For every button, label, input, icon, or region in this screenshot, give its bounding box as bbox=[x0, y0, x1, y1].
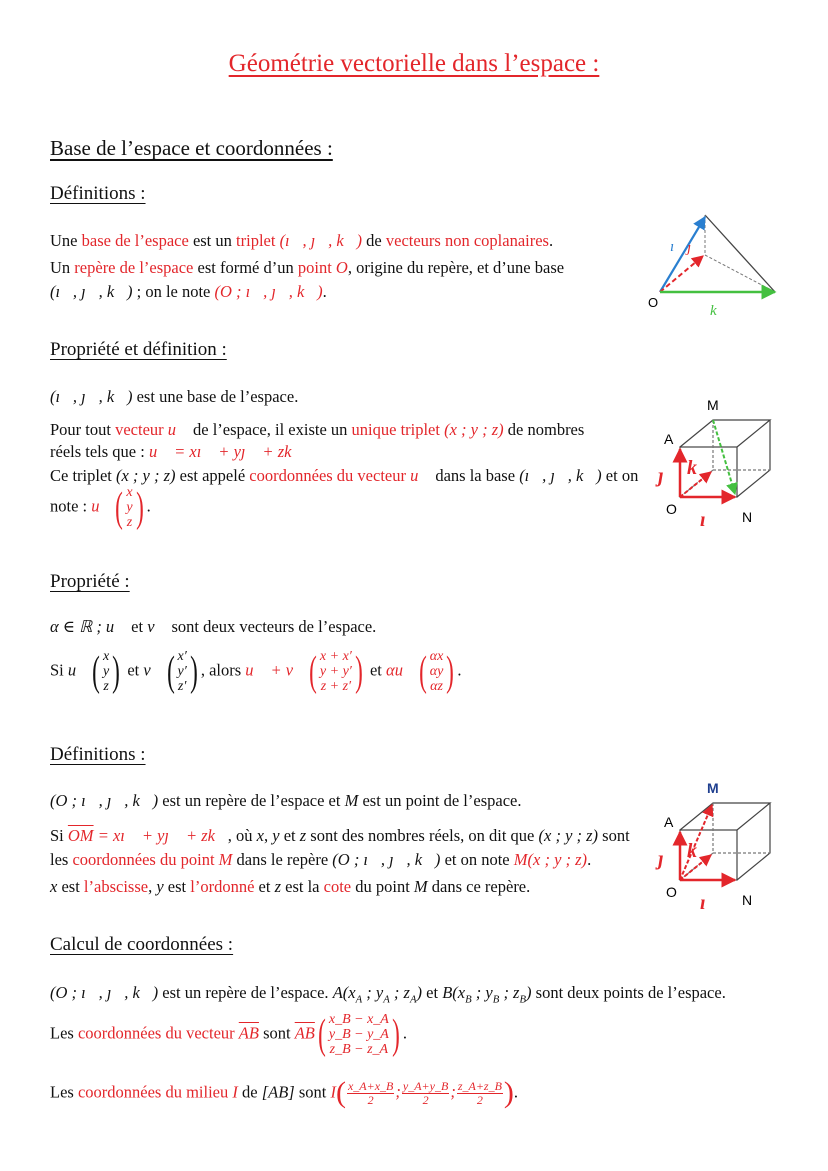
column-vector bbox=[306, 649, 366, 694]
text-run: Les bbox=[50, 1023, 78, 1043]
text-run: est la bbox=[281, 877, 324, 896]
vector-component: z bbox=[126, 515, 133, 530]
vector-component: αz bbox=[430, 679, 443, 694]
label-k: k⃗ bbox=[687, 840, 713, 862]
left-paren: ( bbox=[166, 648, 175, 695]
text-run: u⃗ = xı⃗ + yȷ⃗ + zk⃗ bbox=[148, 442, 305, 461]
label-M: M bbox=[707, 780, 719, 796]
text-run: z bbox=[274, 877, 281, 896]
paragraph bbox=[50, 419, 584, 441]
text-run: y bbox=[156, 877, 164, 896]
text-run: et bbox=[254, 877, 275, 896]
text-run: et bbox=[127, 617, 148, 636]
text-run: (x ; y ; z) bbox=[538, 826, 599, 845]
text-run: et on note bbox=[440, 850, 514, 869]
midpoint-coordinates bbox=[335, 1076, 514, 1110]
text-run: note : bbox=[50, 496, 92, 516]
text-run: coordonnées du vecteur bbox=[77, 1023, 239, 1043]
text-run: O bbox=[335, 258, 348, 277]
text-run: Pour tout bbox=[50, 420, 116, 439]
column-vector bbox=[164, 649, 201, 694]
text-run: I bbox=[232, 1082, 238, 1102]
right-paren: ) bbox=[392, 1011, 400, 1058]
label-A: A bbox=[664, 431, 674, 447]
text-run: . bbox=[322, 282, 327, 301]
text-run: sont bbox=[294, 1082, 331, 1102]
text-run: est un point de l’espace. bbox=[358, 791, 522, 810]
vector-name: $\overline{AB}$ bbox=[238, 1023, 259, 1043]
text-run: (x ; y ; z) bbox=[444, 420, 504, 439]
vector-name: $\overline{AB}$ bbox=[294, 1023, 315, 1043]
text-run: est un repère de l’espace. bbox=[158, 983, 333, 1002]
text-run: l’ordonné bbox=[190, 877, 255, 896]
text-run: est appelé bbox=[175, 466, 250, 485]
text-run: Les bbox=[50, 1082, 78, 1102]
numerator: z_A+z_B bbox=[457, 1079, 502, 1093]
text-run: αu⃗ bbox=[386, 660, 416, 680]
vector-component: y + y′ bbox=[319, 664, 352, 679]
text-run: M bbox=[344, 791, 359, 810]
text-run: (O ; ı⃗, ȷ⃗, k⃗) bbox=[332, 850, 441, 869]
paragraph bbox=[50, 790, 521, 812]
text-run: de bbox=[362, 231, 386, 250]
column-vector bbox=[416, 649, 458, 694]
paragraph bbox=[50, 849, 591, 871]
text-run: [AB] bbox=[261, 1082, 295, 1102]
text-run: réels tels que : bbox=[50, 442, 149, 461]
left-paren: ( bbox=[309, 648, 317, 695]
text-run: M bbox=[218, 850, 233, 869]
vector-components bbox=[320, 649, 352, 694]
fraction bbox=[402, 1080, 449, 1107]
text-run: est bbox=[163, 877, 191, 896]
text-run: , bbox=[263, 826, 273, 845]
vector-j-arrow bbox=[660, 256, 703, 292]
text-run: les bbox=[50, 850, 73, 869]
text-run: coordonnées du point bbox=[72, 850, 219, 869]
text-run: , alors bbox=[200, 660, 246, 680]
text-run: et bbox=[123, 660, 144, 680]
vector-component: x′ bbox=[177, 649, 187, 664]
column-vector bbox=[112, 485, 146, 530]
vector-component: z′ bbox=[177, 679, 187, 694]
text-run: est formé d’un bbox=[193, 258, 298, 277]
text-run: et bbox=[279, 826, 300, 845]
label-i: ı⃗ bbox=[700, 509, 722, 531]
text-run: v⃗ bbox=[143, 660, 164, 680]
text-run: . bbox=[587, 850, 592, 869]
text-run: u⃗ + v⃗ bbox=[245, 660, 306, 680]
subheading-propriete: Propriété : bbox=[50, 571, 130, 592]
subheading-definitions-2: Définitions : bbox=[50, 744, 146, 765]
label-k: k⃗ bbox=[710, 303, 729, 319]
text-run: x bbox=[50, 877, 58, 896]
vector-component: y′ bbox=[177, 664, 187, 679]
text-run: base de l’espace bbox=[81, 231, 189, 250]
text-run: Si bbox=[50, 826, 68, 845]
text-run: est une base de l’espace. bbox=[132, 387, 299, 406]
text-run: . bbox=[513, 1082, 519, 1102]
vector-component: y bbox=[126, 500, 133, 515]
paragraph bbox=[50, 386, 298, 408]
paragraph bbox=[50, 257, 564, 279]
text-run: est bbox=[57, 877, 84, 896]
text-run: (O ; ı⃗, ȷ⃗, k⃗) bbox=[214, 282, 323, 301]
text-run: repère de l’espace bbox=[74, 258, 194, 277]
text-run: . bbox=[146, 496, 151, 516]
text-run: . bbox=[548, 231, 554, 250]
text-run: sont des nombres réels, on dit que bbox=[306, 826, 539, 845]
vector-name: $\overline{OM}$ bbox=[67, 826, 94, 845]
left-paren: ( bbox=[418, 648, 427, 695]
left-paren: ( bbox=[92, 648, 100, 695]
text-run: Une bbox=[50, 231, 82, 250]
label-j: ȷ⃗ bbox=[658, 465, 680, 487]
cube-figure-1 bbox=[650, 392, 800, 532]
left-paren: ( bbox=[335, 1076, 346, 1110]
text-run: (O ; ı⃗, ȷ⃗, k⃗) bbox=[50, 791, 159, 810]
label-M: M bbox=[707, 397, 719, 413]
text-run: (ı⃗, ȷ⃗, k⃗) bbox=[50, 387, 133, 406]
paragraph bbox=[50, 485, 151, 530]
text-run: sont deux points de l’espace. bbox=[531, 983, 726, 1002]
subheading-calcul: Calcul de coordonnées : bbox=[50, 934, 234, 955]
right-paren: ) bbox=[112, 648, 121, 695]
text-run: z bbox=[299, 826, 307, 845]
text-run: l’abscisse bbox=[83, 877, 149, 896]
column-vector bbox=[89, 649, 123, 694]
label-O: O bbox=[666, 501, 677, 517]
text-run: = xı⃗ + yȷ⃗ + zk⃗ bbox=[93, 826, 228, 845]
label-i: ı⃗ bbox=[670, 239, 686, 255]
vector-component: αy bbox=[429, 664, 444, 679]
text-run: , bbox=[148, 877, 157, 896]
denominator: 2 bbox=[476, 1093, 483, 1107]
text-run: et bbox=[422, 983, 443, 1002]
label-k: k⃗ bbox=[687, 457, 713, 479]
section-heading-base: Base de l’espace et coordonnées : bbox=[50, 136, 333, 160]
text-run: (ı⃗, ȷ⃗, k⃗) bbox=[519, 466, 602, 485]
text-run: et bbox=[365, 660, 387, 680]
numerator: y_A+y_B bbox=[402, 1079, 449, 1093]
text-run: u⃗ bbox=[91, 496, 113, 516]
hidden-edge bbox=[705, 255, 775, 292]
cube-figure-2 bbox=[650, 775, 800, 915]
text-run: M bbox=[413, 877, 428, 896]
vector-component: z bbox=[103, 679, 109, 694]
label-i: ı⃗ bbox=[700, 892, 722, 914]
vector-component: x + x′ bbox=[319, 649, 352, 664]
paragraph bbox=[50, 281, 327, 303]
text-run: sont bbox=[258, 1023, 295, 1043]
vector-component: x_B − x_A bbox=[328, 1012, 389, 1027]
right-paren: ) bbox=[355, 648, 363, 695]
paragraph bbox=[50, 649, 461, 694]
text-run: (ı⃗, ȷ⃗, k⃗) bbox=[279, 231, 363, 250]
vector-components bbox=[329, 1012, 389, 1057]
text-run: α ∈ ℝ ; u⃗ bbox=[50, 617, 128, 636]
text-run: sont bbox=[598, 826, 630, 845]
right-paren: ) bbox=[446, 648, 455, 695]
text-run: . bbox=[402, 1023, 407, 1043]
text-run: Un bbox=[50, 258, 75, 277]
label-N: N bbox=[742, 509, 753, 525]
label-j: ȷ⃗ bbox=[687, 240, 703, 256]
text-run: triplet bbox=[236, 231, 280, 250]
column-vector bbox=[315, 1012, 403, 1057]
text-run: dans la base bbox=[431, 466, 520, 485]
tetrahedron-figure bbox=[640, 205, 790, 320]
text-run: (O ; ı⃗, ȷ⃗, k⃗) bbox=[50, 983, 159, 1002]
text-run: (x ; y ; z) bbox=[115, 466, 176, 485]
text-run: I bbox=[330, 1082, 336, 1102]
denominator: 2 bbox=[422, 1093, 429, 1107]
label-j: ȷ⃗ bbox=[658, 848, 680, 870]
text-run: u⃗ bbox=[410, 466, 432, 485]
text-run: x bbox=[256, 826, 264, 845]
text-run: de bbox=[237, 1082, 262, 1102]
separator: ; bbox=[450, 1082, 456, 1102]
text-run: du point bbox=[351, 877, 414, 896]
text-run: coordonnées du vecteur bbox=[249, 466, 411, 485]
paragraph bbox=[50, 1012, 407, 1057]
text-run: coordonnées du milieu bbox=[77, 1082, 233, 1102]
text-run: . bbox=[457, 660, 462, 680]
text-run: y bbox=[272, 826, 280, 845]
text-run: ; on le note bbox=[132, 282, 215, 301]
paragraph bbox=[50, 441, 304, 463]
label-A: A bbox=[664, 814, 674, 830]
text-run: est un repère de l’espace et bbox=[158, 791, 345, 810]
vector-component: αx bbox=[429, 649, 444, 664]
fraction bbox=[347, 1080, 394, 1107]
vector-component: y bbox=[102, 664, 110, 679]
label-O: O bbox=[648, 295, 659, 310]
text-run: est un bbox=[188, 231, 237, 250]
label-N: N bbox=[742, 892, 753, 908]
vector-components bbox=[430, 649, 444, 694]
text-run: M(x ; y ; z) bbox=[513, 850, 588, 869]
text-run: dans le repère bbox=[232, 850, 333, 869]
right-paren: ) bbox=[135, 484, 144, 531]
vector-components bbox=[103, 649, 109, 694]
text-run: u⃗ bbox=[167, 420, 189, 439]
vector-MN-arrow bbox=[713, 420, 735, 494]
subheading-definitions: Définitions : bbox=[50, 183, 146, 204]
edge bbox=[705, 215, 775, 292]
vector-component: x bbox=[126, 485, 133, 500]
text-run: de nombres bbox=[503, 420, 585, 439]
vector-component: x bbox=[102, 649, 110, 664]
vector-component: z_B − z_A bbox=[329, 1042, 389, 1057]
paragraph bbox=[50, 616, 376, 638]
text-run: de l’espace, il existe un bbox=[188, 420, 352, 439]
text-run: vecteurs non coplanaires bbox=[385, 231, 549, 250]
fraction bbox=[457, 1080, 503, 1107]
paragraph bbox=[50, 1076, 519, 1110]
text-run: v⃗ bbox=[147, 617, 168, 636]
paragraph bbox=[50, 230, 553, 252]
text-run: $A(x_A$ ; $y_A$ ; $z_A$) bbox=[332, 983, 423, 1006]
text-run: u⃗ bbox=[67, 660, 89, 680]
vector-components bbox=[126, 485, 132, 530]
text-run: Si bbox=[50, 660, 68, 680]
numerator: x_A+x_B bbox=[347, 1079, 394, 1093]
vector-component: y_B − y_A bbox=[328, 1027, 389, 1042]
text-run: , origine du repère, et d’une base bbox=[347, 258, 565, 277]
text-run: dans ce repère. bbox=[427, 877, 531, 896]
text-run: unique triplet bbox=[351, 420, 445, 439]
paragraph bbox=[50, 982, 726, 1010]
right-paren: ) bbox=[189, 648, 198, 695]
text-run: , où bbox=[227, 826, 257, 845]
vector-components bbox=[178, 649, 187, 694]
text-run: Ce triplet bbox=[50, 466, 116, 485]
text-run: et on bbox=[601, 466, 639, 485]
separator: ; bbox=[395, 1082, 401, 1102]
paragraph bbox=[50, 876, 530, 898]
paragraph bbox=[50, 825, 630, 847]
denominator: 2 bbox=[367, 1093, 374, 1107]
subheading-propriete-definition: Propriété et définition : bbox=[50, 339, 227, 360]
text-run: $B(x_B$ ; $y_B$ ; $z_B$) bbox=[442, 983, 532, 1006]
text-run: sont deux vecteurs de l’espace. bbox=[167, 617, 377, 636]
page-title: Géométrie vectorielle dans l’espace : bbox=[228, 50, 600, 77]
left-paren: ( bbox=[318, 1011, 326, 1058]
text-run: (ı⃗, ȷ⃗, k⃗) bbox=[50, 282, 133, 301]
text-run: cote bbox=[323, 877, 352, 896]
vector-component: z + z′ bbox=[320, 679, 352, 694]
text-run: vecteur bbox=[115, 420, 168, 439]
right-paren: ) bbox=[503, 1076, 514, 1110]
left-paren: ( bbox=[115, 484, 124, 531]
text-run: point bbox=[297, 258, 336, 277]
label-O: O bbox=[666, 884, 677, 900]
